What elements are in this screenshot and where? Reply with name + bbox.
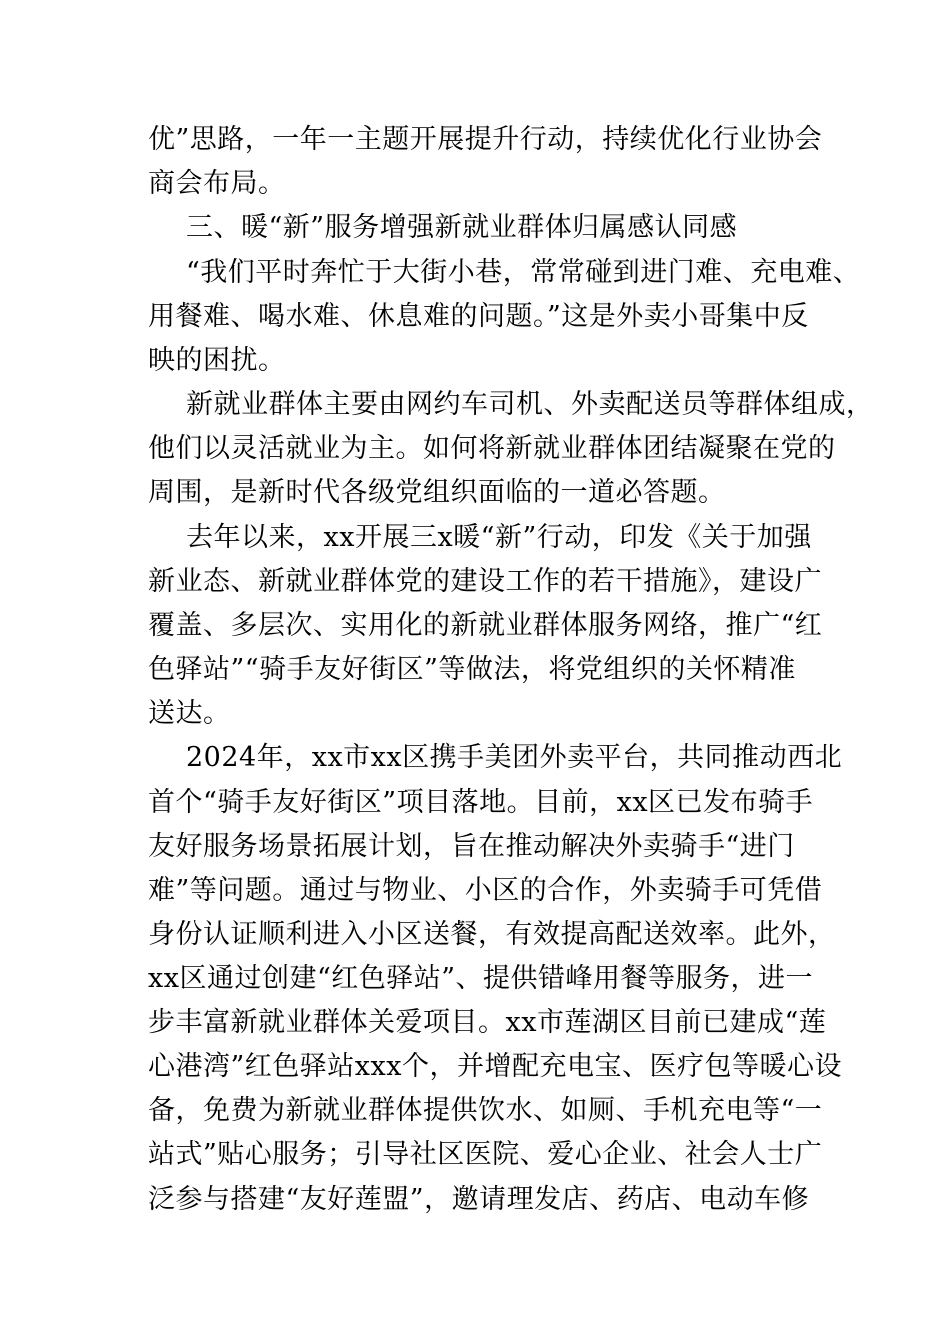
text-line: 映的困扰。: [148, 345, 286, 376]
text-line: 身份认证顺利进入小区送餐，有效提高配送效率。此外，: [148, 919, 836, 950]
text-line: 新就业群体主要由网约车司机、外卖配送员等群体组成，: [186, 389, 874, 420]
text-line: 友好服务场景拓展计划，旨在推动解决外卖骑手“进门: [148, 831, 795, 862]
text-line: 难”等问题。通过与物业、小区的合作，外卖骑手可凭借: [148, 875, 823, 906]
text-line: 商会布局。: [148, 168, 286, 199]
text-line: 色驿站”“骑手友好街区”等做法，将党组织的关怀精准: [148, 654, 796, 685]
text-line: xx区通过创建“红色驿站”、提供错峰用餐等服务，进一: [148, 963, 814, 994]
text-line: 送达。: [148, 698, 231, 729]
text-line: 泛参与搭建“友好莲盟”，邀请理发店、药店、电动车修: [148, 1184, 810, 1215]
section-heading: 三、暖“新”服务增强新就业群体归属感认同感: [186, 212, 738, 243]
text-line: 优”思路，一年一主题开展提升行动，持续优化行业协会: [148, 124, 823, 155]
text-line: 首个“骑手友好街区”项目落地。目前，xx区已发布骑手: [148, 787, 814, 818]
text-line: 去年以来，xx开展三x暖“新”行动，印发《关于加强: [186, 522, 812, 553]
text-line: 2024年，xx市xx区携手美团外卖平台，共同推动西北: [186, 742, 843, 773]
text-line: 覆盖、多层次、实用化的新就业群体服务网络，推广“红: [148, 610, 823, 641]
text-line: 用餐难、喝水难、休息难的问题。”这是外卖小哥集中反: [148, 301, 809, 332]
text-line: 备，免费为新就业群体提供饮水、如厕、手机充电等“一: [148, 1095, 823, 1126]
text-line: 新业态、新就业群体党的建设工作的若干措施》，建设广: [148, 566, 822, 597]
text-line: 站式”贴心服务；引导社区医院、爱心企业、社会人士广: [148, 1139, 823, 1170]
text-line: 他们以灵活就业为主。如何将新就业群体团结凝聚在党的: [148, 433, 836, 464]
text-line: 步丰富新就业群体关爱项目。xx市莲湖区目前已建成“莲: [148, 1007, 827, 1038]
text-line: 周围，是新时代各级党组织面临的一道必答题。: [148, 477, 726, 508]
text-line: 心港湾”红色驿站xxx个，并增配充电宝、医疗包等暖心设: [148, 1051, 842, 1082]
text-line: “我们平时奔忙于大街小巷，常常碰到进门难、充电难、: [186, 257, 861, 288]
